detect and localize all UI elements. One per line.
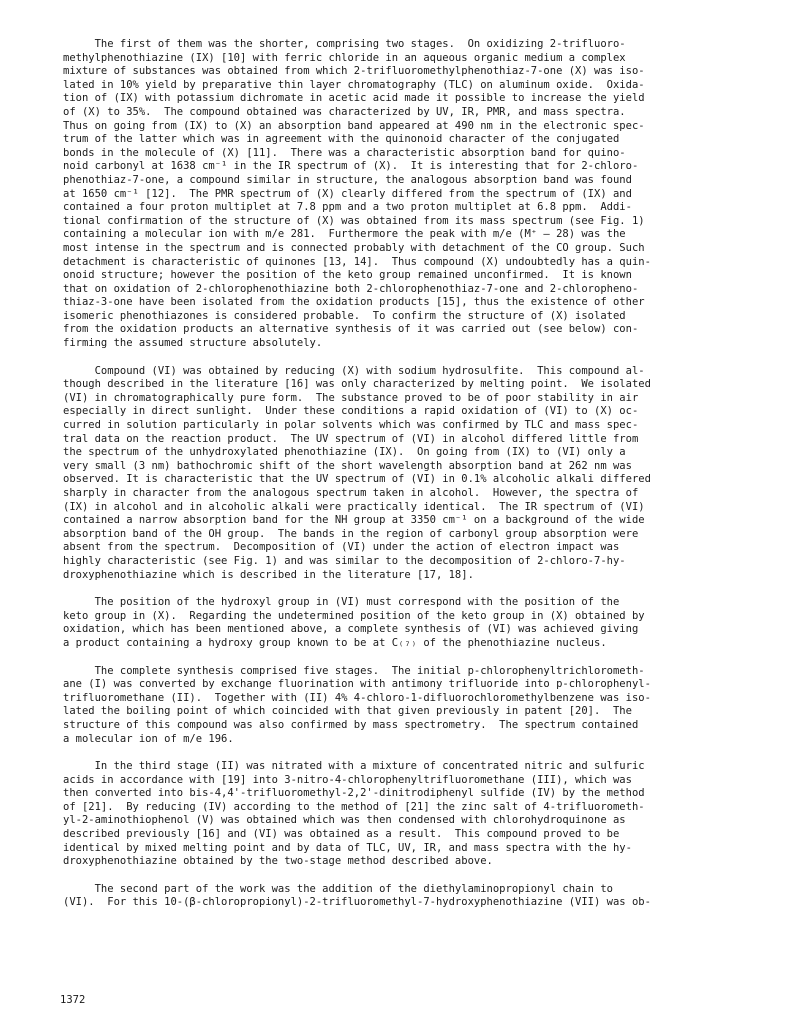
text-line: noid carbonyl at 1638 cm⁻¹ in the IR spectrum of (X). It is interesting that for 2-chloro- — [63, 160, 639, 173]
paragraph — [63, 760, 743, 869]
text-line: sharply in character from the analogous spectrum taken in alcohol. However, the spectra of — [63, 487, 639, 499]
text-line: tion of (IX) with potassium dichromate in acetic acid made it possible to increase the yield — [63, 92, 645, 105]
text-line: firming the assumed structure absolutely. — [63, 337, 323, 350]
text-line: described previously [16] and (VI) was obtained as a result. This compound proved to be — [63, 828, 620, 841]
text-line: ane (I) was converted by exchange fluorination with antimony trifluoride into p-chlorophenyl- — [63, 678, 651, 691]
text-line: acids in accordance with [19] into 3-nitro-4-chlorophenyltrifluoromethane (III), which was — [63, 773, 632, 786]
paragraph — [63, 365, 743, 583]
text-line: Thus on going from (IX) to (X) an absorption band appeared at 490 nm in the electronic spec- — [63, 119, 645, 132]
text-line: bonds in the molecule of (X) [11]. There was a characteristic absorption band for quino- — [63, 146, 626, 159]
text-line: oxidation, which has been mentioned above, a complete synthesis of (VI) was achieved giving — [63, 623, 639, 636]
paragraph — [63, 883, 743, 910]
text-line: In the third stage (II) was nitrated with a mixture of concentrated nitric and sulfuric — [63, 760, 645, 773]
text-line: though described in the literature [16] was only characterized by melting point. We isolated — [63, 378, 651, 391]
text-line: from the oxidation products an alternative synthesis of it was carried out (see below) con- — [63, 323, 639, 336]
text-line: then converted into bis-4,4'-trifluoromethyl-2,2'-dinitrodiphenyl sulfide (IV) by the method — [63, 787, 645, 800]
text-line: curred in solution particularly in polar solvents which was confirmed by TLC and mass spec- — [63, 419, 639, 432]
text-line: droxyphenothiazine which is described in the literature [17, 18]. — [63, 568, 474, 581]
text-line: mixture of substances was obtained from which 2-trifluoromethylphenothiaz-7-one (X) was iso- — [63, 65, 645, 78]
text-line: very small (3 nm) bathochromic shift of the short wavelength absorption band at 262 nm was — [63, 459, 632, 472]
text-line: lated in 10% yield by preparative thin layer chromatography (TLC) on aluminum oxide. Oxida- — [63, 78, 645, 91]
text-line: The position of the hydroxyl group in (VI) must correspond with the position of the — [63, 596, 620, 609]
text-line: yl-2-aminothiophenol (V) was obtained which was then condensed with chlorohydroquinone as — [63, 814, 626, 827]
text-line: especially in direct sunlight. Under these conditions a rapid oxidation of (VI) to (X) oc- — [63, 405, 639, 418]
text-line: trum of the latter which was in agreement with the quinonoid character of the conjugated — [63, 133, 620, 146]
text-line: (VI) in chromatographically pure form. The substance proved to be of poor stability in air — [63, 391, 639, 404]
text-line: most intense in the spectrum and is connected probably with detachment of the CO group. Such — [63, 241, 645, 254]
paragraph — [63, 38, 743, 351]
text-line: a molecular ion of m/e 196. — [63, 732, 234, 745]
text-line: (VI). For this 10-(β-chloropropionyl)-2-trifluoromethyl-7-hydroxyphenothiazine (VII) was ob- — [63, 896, 651, 909]
text-line: droxyphenothiazine obtained by the two-stage method described above. — [63, 855, 493, 868]
text-line: The complete synthesis comprised five stages. The initial p-chlorophenyltrichlorometh- — [63, 664, 645, 677]
text-line: contained a four proton multiplet at 7.8 ppm and a two proton multiplet at 6.8 ppm. Addi- — [63, 201, 632, 214]
text-line: identical by mixed melting point and by data of TLC, UV, IR, and mass spectra with the hy- — [63, 841, 632, 854]
text-line: lated the boiling point of which coincided with that given previously in patent [20]. The — [63, 705, 632, 718]
paragraph — [63, 665, 743, 747]
text-line: methylphenothiazine (IX) [10] with ferric chloride in an aqueous organic medium a complex — [63, 51, 626, 64]
text-line: the spectrum of the unhydroxylated phenothiazine (IX). On going from (IX) to (VI) only a — [63, 446, 626, 459]
text-line: Compound (VI) was obtained by reducing (X) with sodium hydrosulfite. This compound al- — [63, 364, 645, 377]
text-line: containing a molecular ion with m/e 281. Furthermore the peak with m/e (M⁺ — 28) was the — [63, 228, 626, 241]
text-line: (IX) in alcohol and in alcoholic alkali were practically identical. The IR spectrum of (VI) — [63, 500, 645, 513]
text-line: phenothiaz-7-one, a compound similar in structure, the analogous absorption band was found — [63, 173, 632, 186]
text-line: highly characteristic (see Fig. 1) and was similar to the decomposition of 2-chloro-7-hy- — [63, 554, 626, 567]
text-line: The first of them was the shorter, comprising two stages. On oxidizing 2-trifluoro- — [63, 38, 626, 50]
text-line: onoid structure; however the position of the keto group remained unconfirmed. It is known — [63, 269, 632, 282]
body-text — [63, 38, 743, 924]
text-line: detachment is characteristic of quinones [13, 14]. Thus compound (X) undoubtedly has a quin- — [63, 255, 651, 268]
text-line: structure of this compound was also confirmed by mass spectrometry. The spectrum contained — [63, 718, 639, 731]
text-line: that on oxidation of 2-chlorophenothiazine both 2-chlorophenothiaz-7-one and 2-chloropheno- — [63, 282, 639, 295]
text-line: thiaz-3-one have been isolated from the oxidation products [15], thus the existence of other — [63, 296, 645, 309]
text-line: at 1650 cm⁻¹ [12]. The PMR spectrum of (X) clearly differed from the spectrum of (IX) and — [63, 187, 632, 200]
page-number: 1372 — [60, 994, 86, 1006]
text-line: contained a narrow absorption band for the NH group at 3350 cm⁻¹ on a background of the wide — [63, 514, 645, 527]
text-line: isomeric phenothiazones is considered probable. To confirm the structure of (X) isolated — [63, 309, 626, 322]
text-line: of [21]. By reducing (IV) according to the method of [21] the zinc salt of 4-trifluorometh- — [63, 800, 645, 813]
text-line: The second part of the work was the addition of the diethylaminopropionyl chain to — [63, 882, 613, 895]
text-line: absorption band of the OH group. The bands in the region of carbonyl group absorption were — [63, 527, 639, 540]
text-line: tral data on the reaction product. The UV spectrum of (VI) in alcohol differed little from — [63, 432, 639, 445]
text-line: trifluoromethane (II). Together with (II) 4% 4-chloro-1-difluorochloromethylbenzene was iso- — [63, 691, 651, 704]
text-line: of (X) to 35%. The compound obtained was characterized by UV, IR, PMR, and mass spectra. — [63, 105, 626, 118]
text-line: a product containing a hydroxy group known to be at C₍₇₎ of the phenothiazine nucleus. — [63, 636, 607, 649]
text-line: tional confirmation of the structure of (X) was obtained from its mass spectrum (see Fig. 1) — [63, 214, 645, 227]
text-line: absent from the spectrum. Decomposition of (VI) under the action of electron impact was — [63, 541, 620, 554]
text-line: keto group in (X). Regarding the undetermined position of the keto group in (X) obtained by — [63, 609, 645, 622]
text-line: observed. It is characteristic that the UV spectrum of (VI) in 0.1% alcoholic alkali differed — [63, 473, 651, 486]
paragraph — [63, 596, 743, 650]
